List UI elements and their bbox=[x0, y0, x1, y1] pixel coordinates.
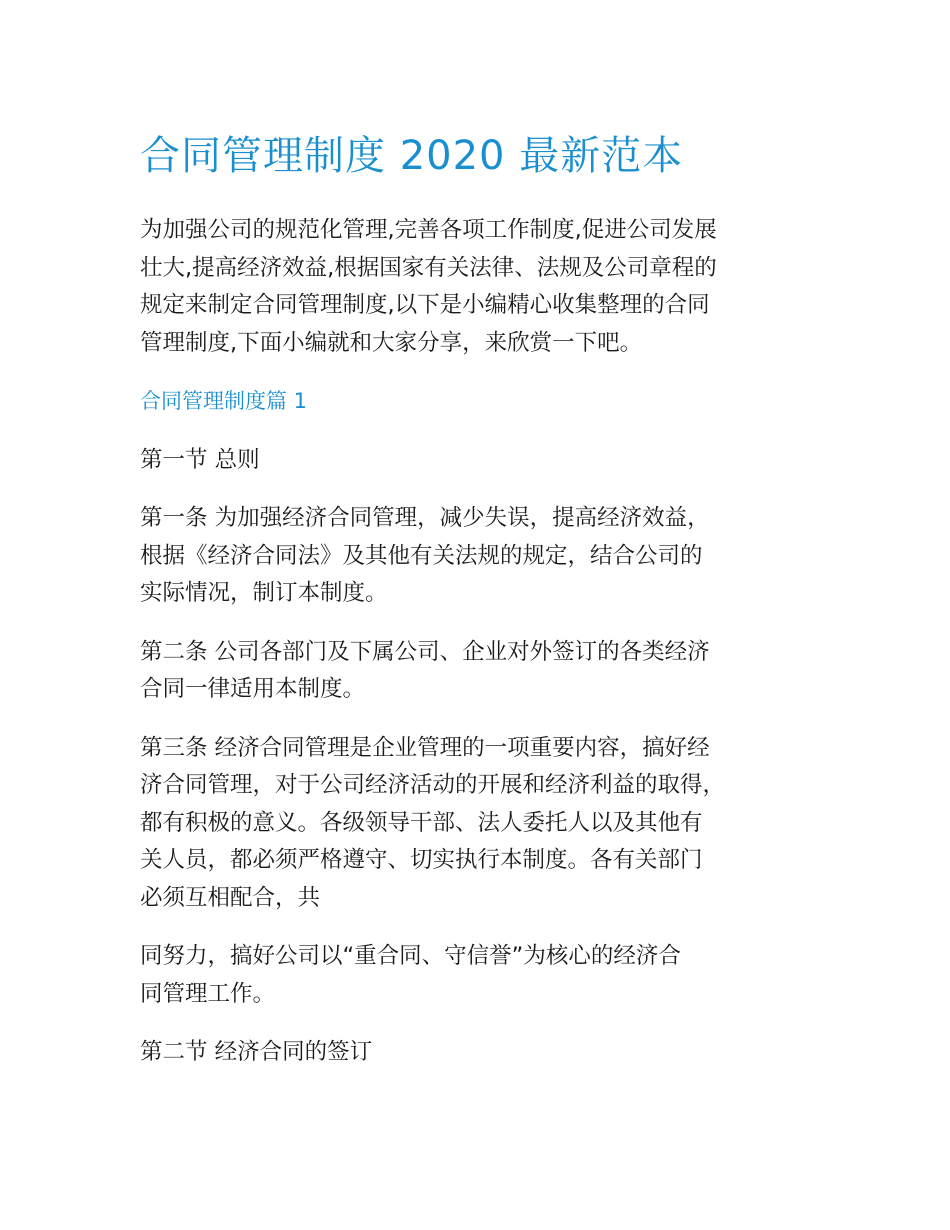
article-3-continued bbox=[140, 938, 820, 1013]
page-title: 合同管理制度 2020 最新范本 bbox=[140, 133, 684, 179]
article-line: 关人员，都必须严格遵守、切实执行本制度。各有关部门 bbox=[140, 847, 703, 873]
article-line: 济合同管理，对于公司经济活动的开展和经济利益的取得， bbox=[140, 772, 726, 798]
article-line: 实际情况，制订本制度。 bbox=[140, 580, 388, 606]
article-2 bbox=[140, 634, 820, 709]
article-1 bbox=[140, 500, 820, 613]
article-line: 同管理工作。 bbox=[140, 980, 276, 1007]
article-line: 第三条 经济合同管理是企业管理的一项重要内容，搞好经 bbox=[140, 734, 710, 761]
chapter-heading-text: 第一节 总则 bbox=[140, 446, 260, 473]
chapter-heading-2 bbox=[140, 1034, 820, 1072]
article-line: 合同一律适用本制度。 bbox=[140, 676, 366, 702]
intro-line: 管理制度,下面小编就和大家分享，来欣赏一下吧。 bbox=[140, 329, 643, 356]
article-line: 第二条 公司各部门及下属公司、企业对外签订的各类经济 bbox=[140, 638, 710, 665]
section-heading: 合同管理制度篇 1 bbox=[140, 389, 308, 413]
chapter-heading-text: 第二节 经济合同的签订 bbox=[140, 1039, 373, 1065]
article-line: 同努力，搞好公司以“重合同、守信誉”为核心的经济合 bbox=[140, 943, 681, 969]
document-page bbox=[140, 128, 820, 1093]
intro-line: 壮大,提高经济效益,根据国家有关法律、法规及公司章程的 bbox=[140, 254, 717, 281]
intro-line: 为加强公司的规范化管理,完善各项工作制度,促进公司发展 bbox=[140, 217, 717, 243]
article-3 bbox=[140, 730, 820, 918]
article-line: 根据《经济合同法》及其他有关法规的规定，结合公司的 bbox=[140, 542, 703, 569]
article-line: 必须互相配合，共 bbox=[140, 884, 321, 911]
intro-line: 规定来制定合同管理制度,以下是小编精心收集整理的合同 bbox=[140, 292, 710, 318]
intro-paragraph bbox=[140, 212, 820, 362]
article-line: 第一条 为加强经济合同管理，减少失误，提高经济效益， bbox=[140, 505, 710, 531]
article-line: 都有积极的意义。各级领导干部、法人委托人以及其他有 bbox=[140, 809, 703, 836]
chapter-heading-1 bbox=[140, 442, 820, 480]
